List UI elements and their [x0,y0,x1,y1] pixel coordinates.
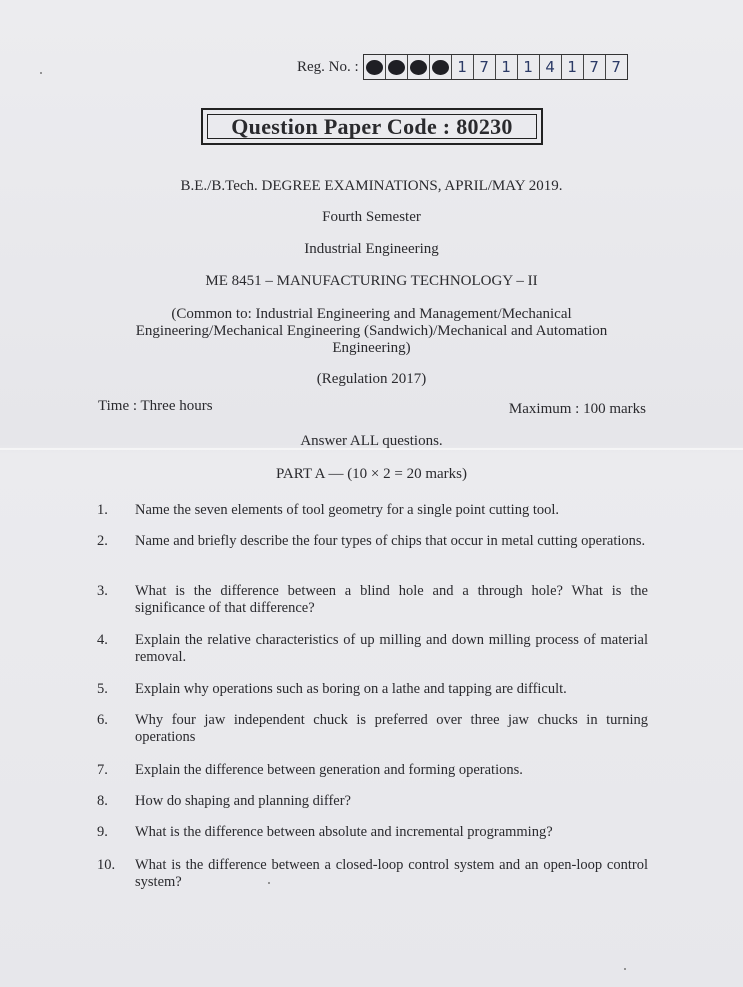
question-number: 3. [97,583,108,599]
redacted-blot [388,60,405,75]
question-paper-code: Question Paper Code : 80230 [231,113,513,139]
question-text: Name the seven elements of tool geometry for a single point cutting tool. [135,502,560,518]
reg-cell: 7 [611,58,621,76]
reg-cell: 7 [474,55,496,79]
paper-speck [40,72,42,74]
question-paper-code-box [201,108,543,145]
reg-cell: 4 [540,55,562,79]
semester-line: Fourth Semester [322,209,421,225]
question-text: Explain the relative characteristics of up milling and down milling process of material removal. [135,632,648,665]
question-text: Name and briefly describe the four types of chips that occur in metal cutting operations. [135,533,646,549]
question-text: What is the difference between absolute and incremental programming? [135,824,553,840]
question-number: 4. [97,632,108,648]
common-line-2: Engineering/Mechanical Engineering (Sandwich)/Mechanical and Automation [135,323,608,339]
question-number: 9. [97,824,108,840]
reg-no-label: Reg. No. : [297,58,359,75]
reg-no-boxes [363,54,628,80]
maximum-marks: Maximum : 100 marks [508,401,646,417]
part-a-heading: PART A — (10 × 2 = 20 marks) [275,466,468,482]
redacted-blot [366,60,383,75]
question-text: Explain the difference between generation and forming operations. [135,762,523,778]
redacted-blot [410,60,427,75]
question-number: 10. [97,857,116,873]
time-allowed: Time : Three hours [98,398,213,414]
instruction-line: Answer ALL questions. [300,433,443,449]
subject-line: ME 8451 – MANUFACTURING TECHNOLOGY – II [205,273,538,289]
regulation-line: (Regulation 2017) [316,371,427,387]
reg-no-field [297,54,628,80]
question-text: How do shaping and planning differ? [135,793,351,809]
reg-cell: 1 [562,55,584,79]
question-number: 1. [97,502,108,518]
question-number: 6. [97,712,108,728]
question-text: Why four jaw independent chuck is preferred over three jaw chucks in turning operations [135,712,648,745]
reg-cell: 7 [584,55,606,79]
reg-cell [408,55,430,79]
question-number: 2. [97,533,108,549]
question-text: What is the difference between a closed-loop control system and an open-loop control system? [135,857,648,890]
reg-cell [364,55,386,79]
paper-speck [624,968,626,970]
paper-speck [268,882,270,884]
branch-line: Industrial Engineering [304,241,439,257]
question-text: What is the difference between a blind hole and a through hole? What is the significance of that difference? [135,583,648,616]
reg-cell: 1 [518,55,540,79]
question-text: Explain why operations such as boring on a lathe and tapping are difficult. [135,681,567,697]
redacted-blot [432,60,449,75]
question-number: 5. [97,681,108,697]
question-number: 8. [97,793,108,809]
common-line-1: (Common to: Industrial Engineering and Management/Mechanical [171,306,572,322]
reg-cell: 1 [452,55,474,79]
question-number: 7. [97,762,108,778]
common-line-3: Engineering) [332,340,411,356]
reg-cell [430,55,452,79]
reg-cell [386,55,408,79]
reg-cell: 1 [496,55,518,79]
degree-line: B.E./B.Tech. DEGREE EXAMINATIONS, APRIL/MAY 2019. [180,178,563,194]
